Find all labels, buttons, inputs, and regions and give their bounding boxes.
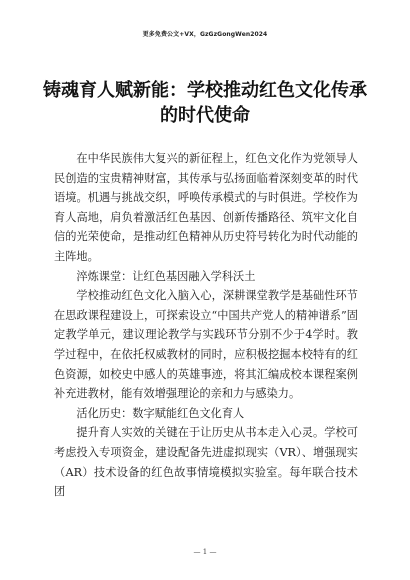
paragraph-classroom: 学校推动红色文化入脑入心，深耕课堂教学是基础性环节在思政课程建设上，可探索设立“中国共产党人的精神谱系”固定教学单元，建议理论教学与实践环节分别不少于4学时。教学过程中，在依托权威教材的同时，应积极挖掘本校特有的红色资源，如校史中感人的英雄事迹，将其汇编成校本课程案例补充进教材，能有效增强理论的亲和力与感染力。 [54, 289, 358, 401]
paragraph-history: 提升育人实效的关键在于让历史从书本走入心灵。学校可考虑投入专项资金，建设配备先进虚拟现实（VR）、增强现实（AR）技术设备的红色故事情境模拟实验室。每年联合技术团 [54, 426, 358, 499]
section-heading-classroom: 淬炼课堂：让红色基因融入学科沃土 [76, 269, 256, 283]
header-note: 更多免费公文+VX，GzGzGongWen2024 [142, 31, 268, 38]
section-heading-history: 活化历史：数字赋能红色文化育人 [76, 406, 245, 420]
page-number: — 1 — [193, 548, 217, 556]
document-title [40, 78, 370, 128]
title-line-2: 的时代使命 [160, 105, 250, 126]
title-line-1: 铸魂育人赋新能：学校推动红色文化传承 [43, 80, 367, 101]
paragraph-intro: 在中华民族伟大复兴的新征程上，红色文化作为党领导人民创造的宝贵精神财富，其传承与弘扬面临着深刻变革的时代语境。机遇与挑战交织，呼唤传承模式的与时俱进。学校作为育人高地，肩负着激活红色基因、创新传播路径、筑牢文化自信的光荣使命，是推动红色精神从历史符号转化为时代动能的主阵地。 [54, 152, 358, 263]
document-body [54, 149, 358, 502]
